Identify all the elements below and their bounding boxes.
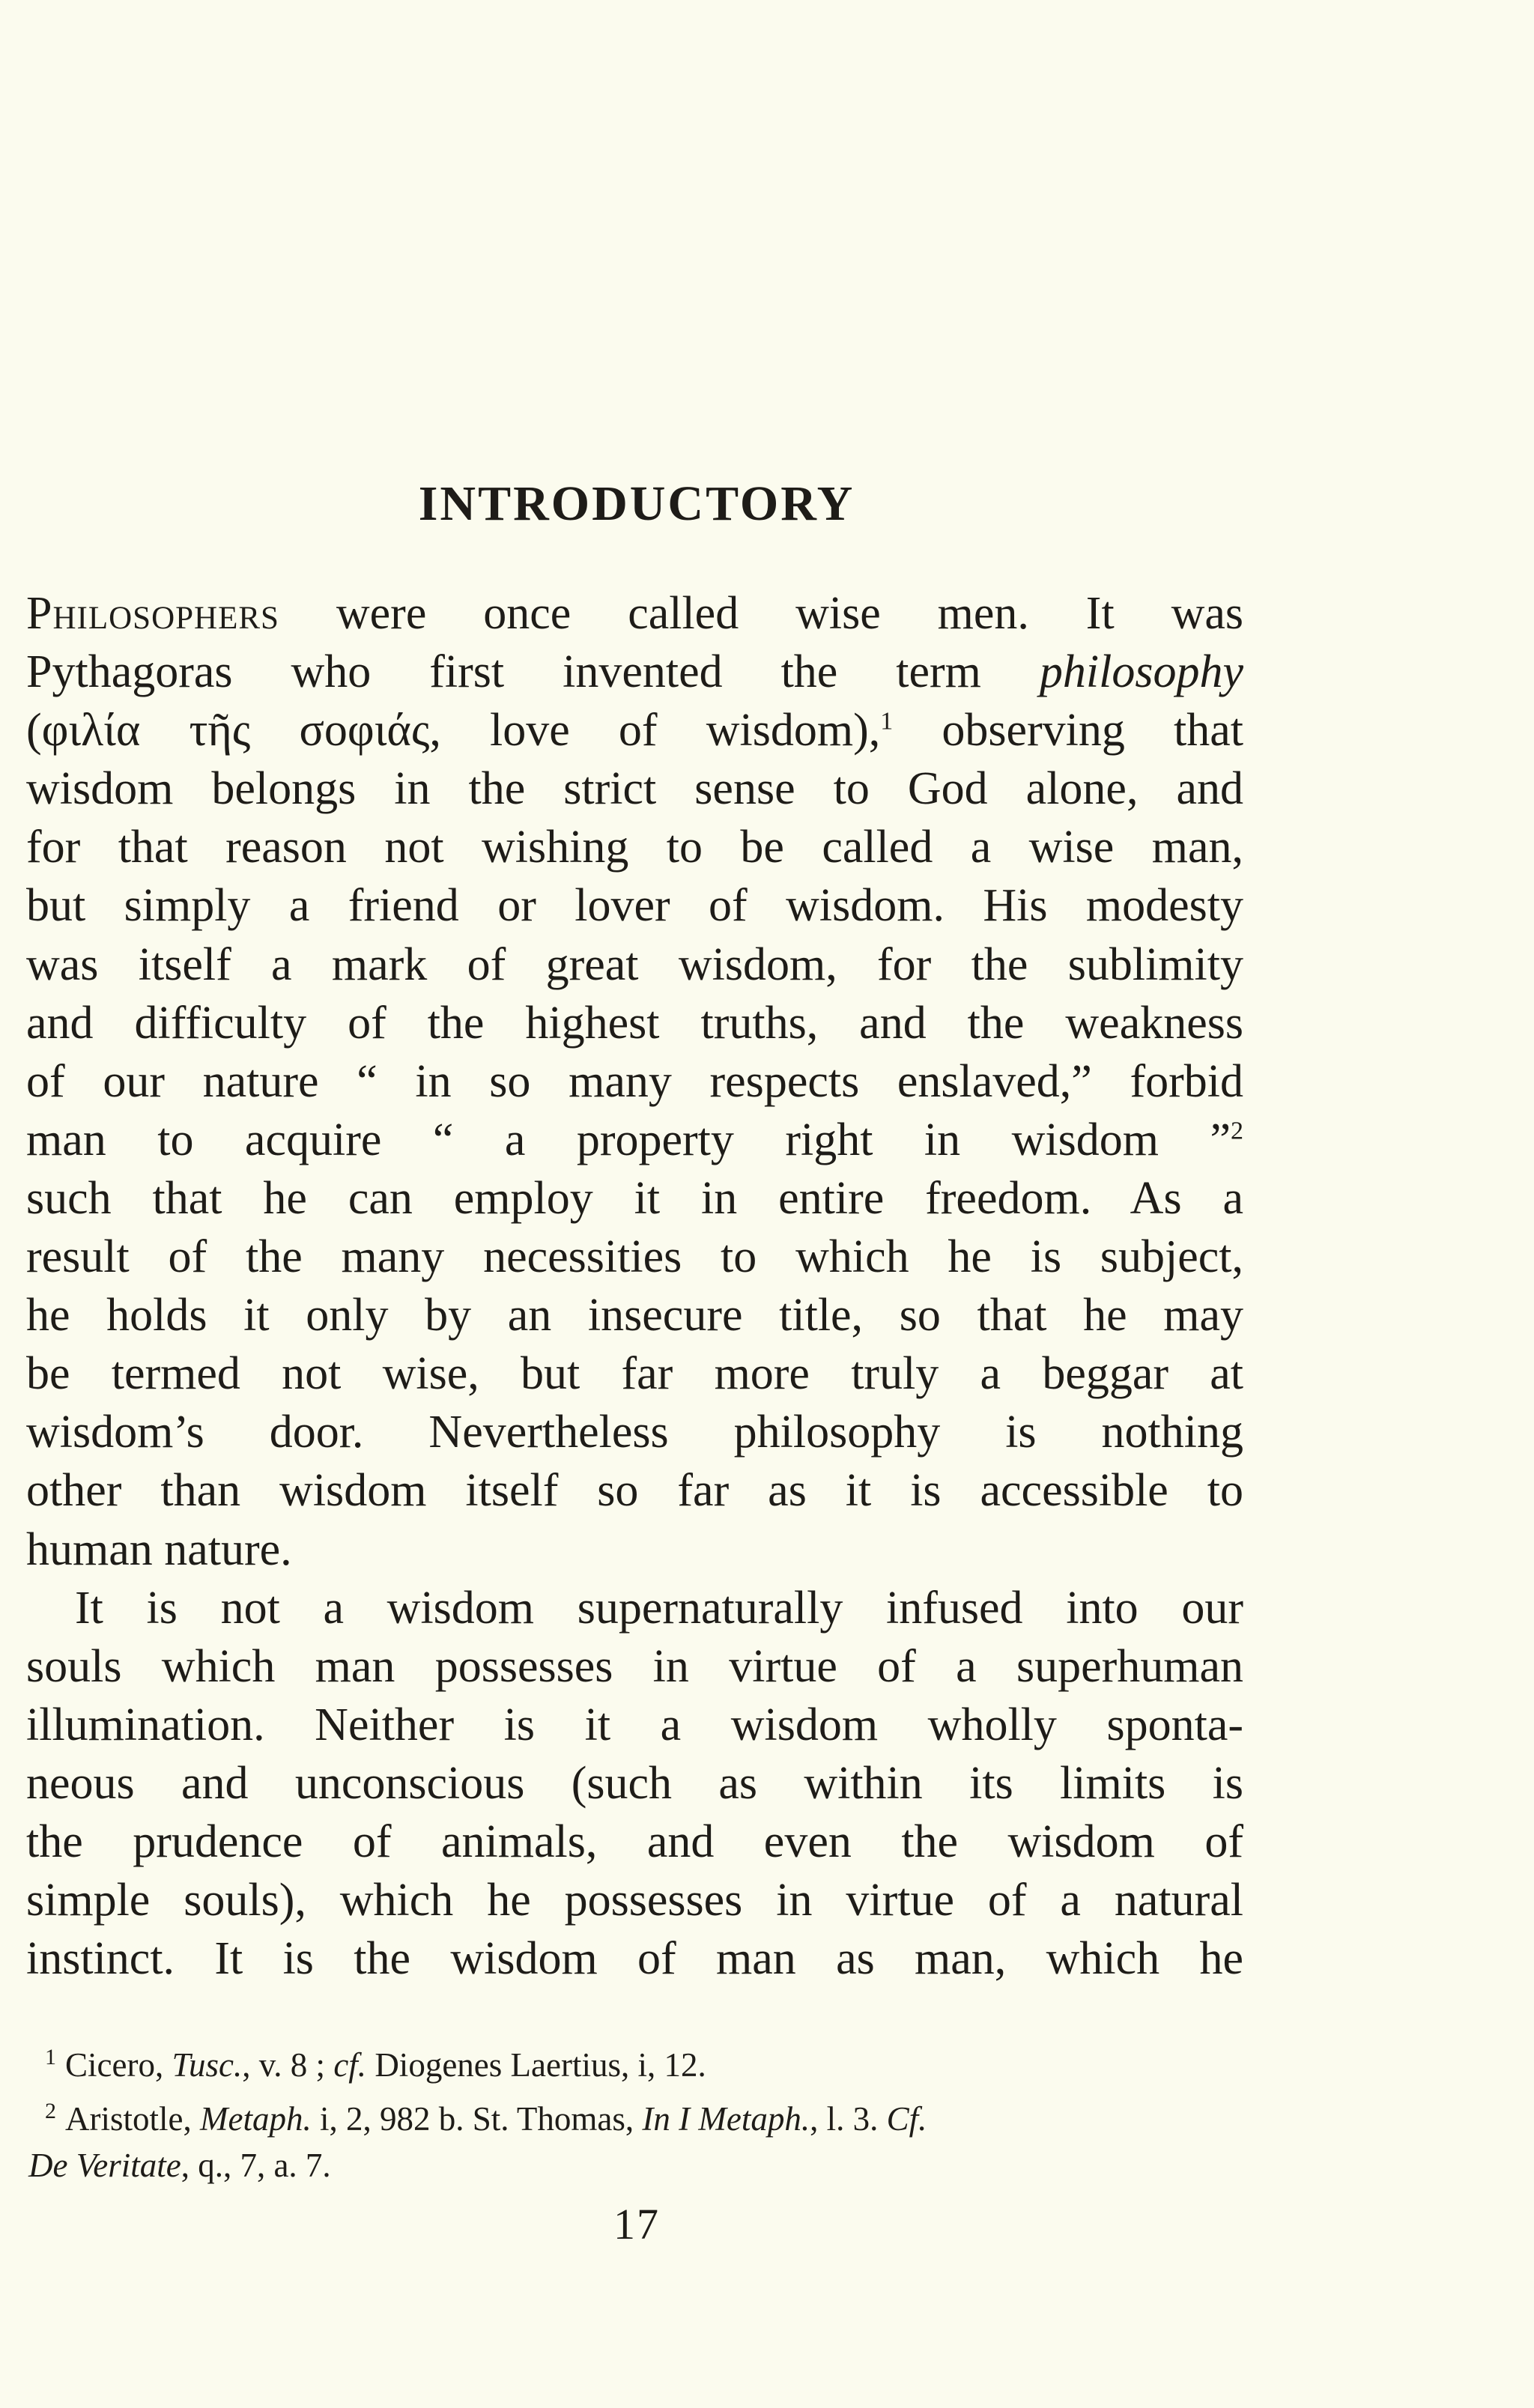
text-line: illumination. Neither is it a wisdom wholly sponta-: [26, 1699, 1243, 1750]
footnotes: [28, 2034, 1243, 2189]
opening-small-caps: Philosophers: [26, 588, 279, 639]
text-segment: Diogenes Laertius, i, 12.: [366, 2046, 706, 2084]
text-line: souls which man possesses in virtue of a superhuman: [26, 1640, 1243, 1692]
footnote-line: [28, 2142, 1243, 2189]
chapter-title: INTRODUCTORY: [418, 476, 855, 531]
text-segment: Pythagoras who first invented the term: [26, 646, 1040, 698]
italic-abbrev: Tusc.: [172, 2046, 243, 2084]
text-segment: man to acquire “ a property right in wisdom ”: [26, 1114, 1231, 1165]
text-segment: Aristotle,: [65, 2100, 200, 2138]
italic-term: philosophy: [1039, 646, 1243, 698]
text-line: the prudence of animals, and even the wisdom of: [26, 1816, 1243, 1867]
italic-abbrev: cf.: [333, 2046, 367, 2084]
footnote-1: [28, 2034, 1243, 2088]
text-line: other than wisdom itself so far as it is accessible to: [26, 1465, 1243, 1517]
text-line: he holds it only by an insecure title, so that he may: [26, 1290, 1243, 1341]
text-line: neous and unconscious (such as within its limits is: [26, 1757, 1243, 1809]
italic-abbrev: Cf.: [886, 2100, 927, 2138]
footnote-marker: 1: [45, 2045, 56, 2069]
footnote-reference: 1: [880, 707, 894, 736]
text-line: wisdom belongs in the strict sense to God alone, and: [26, 763, 1243, 815]
footnote-marker: 2: [45, 2099, 56, 2123]
footnote-line: [28, 2088, 1243, 2142]
text-line: result of the many necessities to which he is subject,: [26, 1231, 1243, 1283]
text-line: [26, 643, 1243, 701]
text-line: was itself a mark of great wisdom, for the sublimity: [26, 938, 1243, 990]
text-segment: were once called wise men. It was: [279, 588, 1243, 639]
text-line: [26, 701, 1243, 759]
page-number: 17: [613, 2200, 660, 2248]
italic-title: In I Metaph.: [642, 2100, 810, 2138]
text-line: instinct. It is the wisdom of man as man, which he: [26, 1933, 1243, 1985]
body-text: [26, 584, 1243, 1988]
text-line: of our nature “ in so many respects enslaved,” forbid: [26, 1055, 1243, 1107]
italic-title: De Veritate: [28, 2147, 181, 2184]
text-segment: , l. 3.: [810, 2100, 887, 2138]
text-line: for that reason not wishing to be called a wise man,: [26, 822, 1243, 873]
italic-abbrev: Metaph.: [199, 2100, 312, 2138]
text-line: be termed not wise, but far more truly a beggar at: [26, 1348, 1243, 1400]
text-line: human nature.: [26, 1523, 292, 1575]
text-line: wisdom’s door. Nevertheless philosophy is nothing: [26, 1407, 1243, 1458]
text-line: such that he can employ it in entire freedom. As a: [26, 1172, 1243, 1224]
text-line: and difficulty of the highest truths, and the weakness: [26, 997, 1243, 1049]
footnote-line: [28, 2034, 1243, 2088]
footnote-reference: 2: [1231, 1117, 1243, 1145]
text-line: simple souls), which he possesses in virtue of a natural: [26, 1875, 1243, 1926]
text-line: It is not a wisdom supernaturally infused into our: [75, 1582, 1243, 1634]
paragraph-2: [26, 1579, 1243, 1989]
text-segment: i, 2, 982 b. St. Thomas,: [311, 2100, 643, 2138]
text-segment: observing that: [893, 705, 1243, 756]
text-line: but simply a friend or lover of wisdom. His modesty: [26, 880, 1243, 932]
paragraph-1: [26, 584, 1243, 1579]
text-line: [26, 1111, 1243, 1169]
footnote-2: [28, 2088, 1243, 2189]
text-segment: (φιλία τῆς σοφιάς, love of wisdom),: [26, 705, 881, 756]
text-segment: , q., 7, a. 7.: [181, 2147, 331, 2184]
text-segment: , v. 8 ;: [242, 2046, 334, 2084]
text-line: [26, 584, 1243, 643]
text-segment: Cicero,: [65, 2046, 172, 2084]
